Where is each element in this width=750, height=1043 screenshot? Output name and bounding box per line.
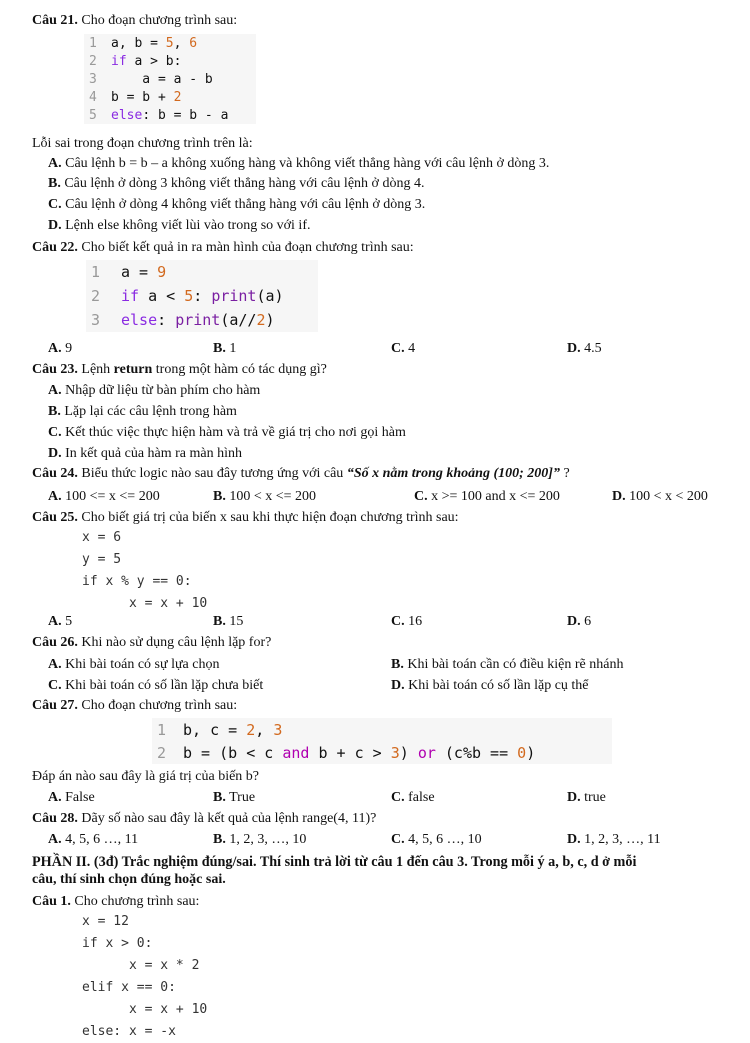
code-token: print bbox=[211, 287, 257, 305]
q24-option-c bbox=[414, 488, 560, 506]
code-token: a = bbox=[121, 263, 158, 281]
q28-text: Dãy số nào sau đây là kết quả của lệnh range(4, 11)? bbox=[77, 811, 377, 826]
code-token: 2 bbox=[256, 311, 266, 329]
option-text: 15 bbox=[225, 614, 244, 629]
q23-option-c bbox=[48, 424, 406, 442]
q24-tail: ? bbox=[559, 466, 570, 481]
code-token: ) bbox=[526, 743, 536, 762]
q21-option-b bbox=[48, 175, 424, 193]
option-letter: A. bbox=[48, 489, 62, 504]
c1-code-block bbox=[82, 911, 207, 1043]
c1-label: Câu 1. bbox=[32, 894, 71, 909]
q28-option-a bbox=[48, 831, 138, 849]
code-token: 5 bbox=[165, 35, 174, 51]
q28-option-b bbox=[213, 831, 306, 849]
q24-option-d bbox=[612, 488, 708, 506]
q27-option-d bbox=[567, 789, 606, 807]
code-line: elif x == 0: bbox=[82, 980, 176, 995]
q27-code-block bbox=[152, 718, 612, 764]
code-line bbox=[84, 106, 256, 124]
code-line bbox=[152, 741, 612, 764]
code-token: else bbox=[121, 311, 158, 329]
q22-code-block bbox=[86, 260, 318, 332]
option-text: 4, 5, 6 …, 11 bbox=[61, 832, 139, 847]
code-line: if x % y == 0: bbox=[82, 574, 192, 589]
code-token: ) bbox=[399, 743, 418, 762]
option-text: Kết thúc việc thực hiện hàm và trả về giá trị cho nơi gọi hàm bbox=[61, 425, 406, 440]
option-letter: C. bbox=[391, 341, 405, 356]
option-letter: B. bbox=[48, 176, 61, 191]
option-letter: A. bbox=[48, 790, 62, 805]
line-number: 1 bbox=[89, 35, 97, 51]
option-text: 1, 2, 3, …, 11 bbox=[580, 832, 661, 847]
q27-option-c bbox=[391, 789, 435, 807]
code-line: if x > 0: bbox=[82, 936, 153, 951]
option-text: In kết quả của hàm ra màn hình bbox=[61, 446, 243, 461]
option-text: 100 < x <= 200 bbox=[225, 489, 317, 504]
q26-text: Khi nào sử dụng câu lệnh lặp for? bbox=[77, 635, 272, 650]
option-text: Câu lệnh b = b – a không xuống hàng và không viết thẳng hàng với câu lệnh ở dòng 3. bbox=[61, 156, 550, 171]
part2-heading-line2: câu, thí sinh chọn đúng hoặc sai. bbox=[32, 872, 226, 887]
code-token: : bbox=[193, 287, 212, 305]
q24-text: Biểu thức logic nào sau đây tương ứng với câu bbox=[77, 466, 347, 481]
code-token: print bbox=[175, 311, 221, 329]
option-text: 6 bbox=[580, 614, 592, 629]
code-line bbox=[84, 34, 256, 52]
option-letter: A. bbox=[48, 341, 62, 356]
q26-option-b bbox=[391, 656, 624, 674]
code-token: and bbox=[282, 743, 310, 762]
option-letter: A. bbox=[48, 614, 62, 629]
q26-option-d bbox=[391, 677, 589, 695]
code-token: 0 bbox=[517, 743, 527, 762]
q22-label: Câu 22. bbox=[32, 240, 78, 255]
q25-option-c bbox=[391, 613, 422, 631]
code-line bbox=[86, 284, 318, 308]
q23-text-bold: return bbox=[113, 362, 153, 377]
option-text: 100 <= x <= 200 bbox=[61, 489, 160, 504]
code-token: b + c > bbox=[309, 743, 391, 762]
q21-text: Cho đoạn chương trình sau: bbox=[77, 13, 238, 28]
code-line: x = 12 bbox=[82, 914, 129, 929]
option-letter: A. bbox=[48, 156, 62, 171]
option-letter: C. bbox=[391, 614, 405, 629]
option-letter: B. bbox=[213, 341, 226, 356]
option-letter: D. bbox=[48, 446, 62, 461]
option-letter: B. bbox=[213, 790, 226, 805]
line-number: 3 bbox=[91, 311, 101, 329]
code-token: 2 bbox=[173, 89, 182, 105]
q22-option-c bbox=[391, 340, 415, 358]
q21-option-a bbox=[48, 155, 549, 173]
q25-option-a bbox=[48, 613, 72, 631]
option-letter: D. bbox=[48, 218, 62, 233]
line-number: 1 bbox=[91, 263, 101, 281]
code-token: b = b + bbox=[111, 89, 174, 105]
line-number: 2 bbox=[89, 53, 97, 69]
option-letter: A. bbox=[48, 832, 62, 847]
q28-label: Câu 28. bbox=[32, 811, 78, 826]
q23-text-pre: Lệnh bbox=[77, 362, 114, 377]
code-line: x = x * 2 bbox=[82, 958, 200, 973]
code-token: (c%b == bbox=[435, 743, 518, 762]
code-token: a, b = bbox=[111, 35, 166, 51]
code-token: 9 bbox=[157, 263, 167, 281]
q27-heading bbox=[32, 697, 237, 715]
option-letter: B. bbox=[48, 404, 61, 419]
option-letter: C. bbox=[414, 489, 428, 504]
code-token: a < bbox=[139, 287, 185, 305]
q23-option-a bbox=[48, 382, 260, 400]
line-number: 2 bbox=[91, 287, 101, 305]
option-letter: D. bbox=[567, 614, 581, 629]
q22-heading bbox=[32, 239, 414, 257]
line-number: 3 bbox=[89, 71, 97, 87]
option-letter: B. bbox=[213, 614, 226, 629]
option-letter: B. bbox=[213, 832, 226, 847]
q25-label: Câu 25. bbox=[32, 510, 78, 525]
code-token: : bbox=[157, 311, 176, 329]
code-token: ) bbox=[265, 311, 275, 329]
part2-heading-line1: PHẦN II. (3đ) Trắc nghiệm đúng/sai. Thí sinh trả lời từ câu 1 đến câu 3. Trong mỗi ý a, b, c, d ở mỗi bbox=[32, 854, 637, 870]
option-letter: B. bbox=[213, 489, 226, 504]
option-letter: B. bbox=[391, 657, 404, 672]
c1-text: Cho chương trình sau: bbox=[70, 894, 200, 909]
q25-text: Cho biết giá trị của biến x sau khi thực hiện đoạn chương trình sau: bbox=[77, 510, 459, 525]
option-text: true bbox=[580, 790, 606, 805]
code-token: or bbox=[417, 743, 436, 762]
option-text: 1 bbox=[225, 341, 237, 356]
option-text: false bbox=[404, 790, 435, 805]
q21-label: Câu 21. bbox=[32, 13, 78, 28]
option-letter: D. bbox=[567, 341, 581, 356]
code-token: a > b: bbox=[126, 53, 182, 69]
code-line: x = x + 10 bbox=[82, 1002, 208, 1017]
q25-code-block bbox=[82, 527, 207, 615]
q23-option-b bbox=[48, 403, 237, 421]
q21-question: Lỗi sai trong đoạn chương trình trên là: bbox=[32, 136, 253, 151]
q26-heading bbox=[32, 634, 271, 652]
line-number: 5 bbox=[89, 107, 97, 123]
q23-option-d bbox=[48, 445, 242, 463]
option-letter: A. bbox=[48, 383, 62, 398]
q26-option-a bbox=[48, 656, 220, 674]
option-text: 4.5 bbox=[580, 341, 602, 356]
option-text: 100 < x < 200 bbox=[625, 489, 708, 504]
q27-text: Cho đoạn chương trình sau: bbox=[77, 698, 238, 713]
code-token: else bbox=[111, 107, 143, 123]
code-token: b, c = bbox=[183, 720, 247, 739]
q27-option-a bbox=[48, 789, 95, 807]
code-line bbox=[84, 88, 256, 106]
code-token: (a// bbox=[220, 311, 257, 329]
q25-option-b bbox=[213, 613, 243, 631]
code-token: , bbox=[173, 35, 190, 51]
code-token: (a) bbox=[256, 287, 284, 305]
q24-label: Câu 24. bbox=[32, 466, 78, 481]
code-token: , bbox=[255, 720, 274, 739]
q21-option-d bbox=[48, 217, 311, 235]
option-text: Câu lệnh ở dòng 3 không viết thẳng hàng với câu lệnh ở dòng 4. bbox=[60, 176, 425, 191]
code-line bbox=[152, 718, 612, 741]
q21-code-block bbox=[84, 34, 256, 124]
q21-heading bbox=[32, 12, 237, 30]
q28-option-d bbox=[567, 831, 661, 849]
code-token: 5 bbox=[184, 287, 194, 305]
option-letter: A. bbox=[48, 657, 62, 672]
q21-option-c bbox=[48, 196, 425, 214]
code-line: x = 6 bbox=[82, 530, 122, 545]
q23-text-post: trong một hàm có tác dụng gì? bbox=[152, 362, 327, 377]
option-text: x >= 100 and x <= 200 bbox=[427, 489, 560, 504]
q28-heading bbox=[32, 810, 376, 828]
q23-heading bbox=[32, 361, 327, 379]
code-token: 6 bbox=[189, 35, 198, 51]
q23-label: Câu 23. bbox=[32, 362, 78, 377]
q27-label: Câu 27. bbox=[32, 698, 78, 713]
option-text: Nhập dữ liệu từ bàn phím cho hàm bbox=[61, 383, 261, 398]
code-token: if bbox=[111, 53, 127, 69]
q27-option-b bbox=[213, 789, 255, 807]
option-letter: C. bbox=[391, 790, 405, 805]
code-line: else: x = -x bbox=[82, 1024, 176, 1039]
code-line bbox=[84, 52, 256, 70]
option-letter: D. bbox=[391, 678, 405, 693]
c1-heading bbox=[32, 893, 199, 911]
line-number: 2 bbox=[157, 743, 167, 762]
q27-question: Đáp án nào sau đây là giá trị của biến b? bbox=[32, 769, 260, 784]
code-token: 3 bbox=[390, 743, 400, 762]
option-text: 9 bbox=[61, 341, 73, 356]
option-letter: C. bbox=[48, 197, 62, 212]
code-token: b = (b < c bbox=[183, 743, 283, 762]
q24-option-a bbox=[48, 488, 160, 506]
option-text: 16 bbox=[404, 614, 423, 629]
code-line bbox=[86, 260, 318, 284]
code-token: 2 bbox=[246, 720, 256, 739]
line-number: 1 bbox=[157, 720, 167, 739]
q24-option-b bbox=[213, 488, 316, 506]
q22-option-b bbox=[213, 340, 236, 358]
option-text: Khi bài toán có sự lựa chọn bbox=[61, 657, 220, 672]
option-text: Khi bài toán có số lần lặp cụ thể bbox=[404, 678, 589, 693]
code-line bbox=[84, 70, 256, 88]
code-line: x = x + 10 bbox=[82, 596, 208, 611]
q22-option-d bbox=[567, 340, 602, 358]
code-token: a = a - b bbox=[111, 71, 213, 87]
option-text: False bbox=[61, 790, 95, 805]
option-letter: D. bbox=[567, 790, 581, 805]
code-line: y = 5 bbox=[82, 552, 122, 567]
option-text: True bbox=[225, 790, 256, 805]
option-letter: C. bbox=[391, 832, 405, 847]
q22-option-a bbox=[48, 340, 72, 358]
option-text: 5 bbox=[61, 614, 73, 629]
option-letter: C. bbox=[48, 425, 62, 440]
q24-heading bbox=[32, 465, 570, 483]
code-token: : b = b - a bbox=[142, 107, 229, 123]
option-letter: D. bbox=[612, 489, 626, 504]
option-text: 4 bbox=[404, 341, 416, 356]
q25-heading bbox=[32, 509, 459, 527]
q25-option-d bbox=[567, 613, 591, 631]
q28-option-c bbox=[391, 831, 482, 849]
code-token: 3 bbox=[273, 720, 283, 739]
option-text: Lệnh else không viết lùi vào trong so với if. bbox=[61, 218, 311, 233]
option-text: Khi bài toán cần có điều kiện rẽ nhánh bbox=[403, 657, 624, 672]
q26-label: Câu 26. bbox=[32, 635, 78, 650]
option-text: Câu lệnh ở dòng 4 không viết thẳng hàng với câu lệnh ở dòng 3. bbox=[61, 197, 426, 212]
q26-option-c bbox=[48, 677, 263, 695]
option-text: Lặp lại các câu lệnh trong hàm bbox=[60, 404, 237, 419]
option-text: 4, 5, 6 …, 10 bbox=[404, 832, 482, 847]
option-letter: C. bbox=[48, 678, 62, 693]
option-text: Khi bài toán có số lần lặp chưa biết bbox=[61, 678, 264, 693]
q24-quote: “Số x nằm trong khoảng (100; 200]” bbox=[346, 466, 560, 481]
code-line bbox=[86, 308, 318, 332]
q22-text: Cho biết kết quả in ra màn hình của đoạn chương trình sau: bbox=[77, 240, 414, 255]
line-number: 4 bbox=[89, 89, 97, 105]
option-text: 1, 2, 3, …, 10 bbox=[225, 832, 307, 847]
code-token: if bbox=[121, 287, 140, 305]
option-letter: D. bbox=[567, 832, 581, 847]
